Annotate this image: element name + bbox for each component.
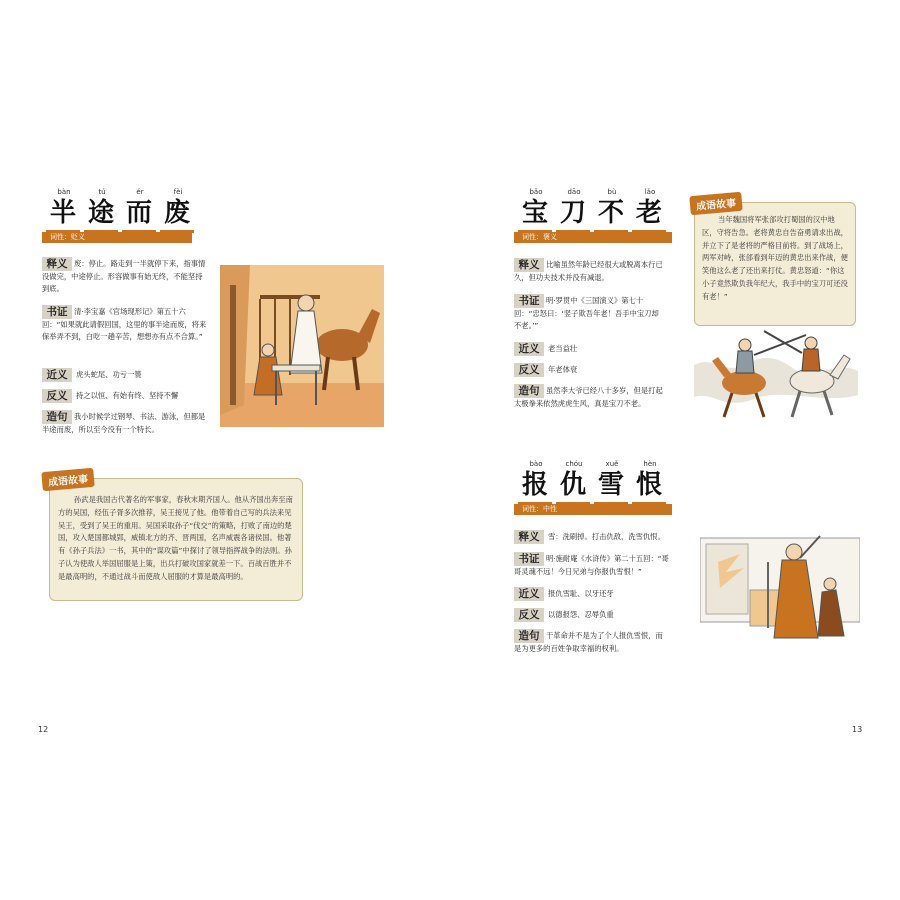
label-zaoju: 造句 xyxy=(514,629,544,643)
shiyi-text: 雪：洗刷掉。打击仇敌，洗雪仇恨。 xyxy=(548,532,665,541)
idiom-char: 恨 xyxy=(632,468,666,505)
idiom-char: 半 xyxy=(46,196,80,233)
cixing-bar: 词性：贬义 xyxy=(42,232,192,243)
story-tag: 成语故事 xyxy=(41,468,94,491)
label-zaoju: 造句 xyxy=(42,410,72,424)
idiom-title xyxy=(518,468,670,505)
story-tag: 成语故事 xyxy=(689,192,742,215)
illustration-battle-scene xyxy=(694,325,858,421)
label-shiyi: 释义 xyxy=(42,257,72,271)
label-shuzheng: 书证 xyxy=(514,552,544,566)
pinyin-1: bàn xyxy=(57,188,71,196)
pinyin-2: tú xyxy=(98,188,106,196)
label-fanyi: 反义 xyxy=(514,363,544,377)
cixing-bar: 词性：褒义 xyxy=(514,232,672,243)
pinyin-1: bǎo xyxy=(529,188,543,196)
idiom-title xyxy=(46,196,198,233)
shiyi-text: 比喻虽然年龄已经很大或脱离本行已久，但功夫技术并没有减退。 xyxy=(514,260,663,282)
idiom-char: 途 xyxy=(84,196,118,233)
idiom-char: 废 xyxy=(160,196,194,233)
label-fanyi: 反义 xyxy=(514,608,544,622)
idiom-char: 而 xyxy=(122,196,156,233)
zaoju-text: 干革命并不是为了个人报仇雪恨，而是为更多的百姓争取幸福的权利。 xyxy=(514,631,663,653)
fanyi-text: 持之以恒、有始有终、坚持不懈 xyxy=(76,391,179,400)
cixing-bar: 词性：中性 xyxy=(514,504,672,515)
shiyi-text: 废：停止。路走到一半就停下来，指事情没做完，中途停止。形容做事有始无终，不能坚持到底。 xyxy=(42,259,206,293)
pinyin-2: dāo xyxy=(567,188,581,196)
pinyin-4: fèi xyxy=(173,188,183,196)
pinyin-1: bào xyxy=(529,460,543,468)
page-number-right: 13 xyxy=(852,725,863,734)
idiom-char: 雪 xyxy=(594,468,628,505)
idiom-char: 仇 xyxy=(556,468,590,505)
zaoju-text: 虽然李大爷已经八十多岁，但是打起太极拳来依然虎虎生风，真是宝刀不老。 xyxy=(514,386,663,408)
jinyi-text: 老当益壮 xyxy=(548,344,578,353)
label-jinyi: 近义 xyxy=(514,342,544,356)
page-number-left: 12 xyxy=(38,725,49,734)
idiom-char: 宝 xyxy=(518,196,552,233)
jinyi-text: 报仇雪耻、以牙还牙 xyxy=(548,589,614,598)
idiom-char: 刀 xyxy=(556,196,590,233)
pinyin-3: bù xyxy=(607,188,617,196)
label-shuzheng: 书证 xyxy=(42,305,72,319)
jinyi-text: 虎头蛇尾、功亏一篑 xyxy=(76,370,142,379)
idiom-char: 老 xyxy=(632,196,666,233)
shuzheng-text: 明·罗贯中《三国演义》第七十回：“忠怒曰：‘竖子欺吾年老！吾手中宝刀却不老。’” xyxy=(514,296,659,330)
label-fanyi: 反义 xyxy=(42,389,72,403)
story-text: 孙武是我国古代著名的军事家，春秋末期齐国人。他从齐国出奔至南方的吴国，经伍子胥多次推荐，吴王接见了他。他带着自己写的兵法来见吴王，受到了吴王的重用。吴国采取孙子“伐交”的策略，打败了南边的楚国，攻入楚国都城郢，威镇北方的齐、晋两国，名声威震各诸侯国。他著有《孙子兵法》一书，其中的“谋攻篇”中探讨了领导指挥战争的法则。孙子认为使敌人举国屈服是上策，出兵打破攻国家就差一下。百战百胜并不是最高明的，不通过战斗而使敌人屈服的才算是最高明的。 xyxy=(58,495,293,581)
label-shiyi: 释义 xyxy=(514,530,544,544)
label-jinyi: 近义 xyxy=(514,587,544,601)
label-zaoju: 造句 xyxy=(514,384,544,398)
pinyin-4: hèn xyxy=(643,460,657,468)
label-shuzheng: 书证 xyxy=(514,294,544,308)
pinyin-2: chóu xyxy=(565,460,583,468)
idiom-title xyxy=(518,196,670,233)
label-jinyi: 近义 xyxy=(42,368,72,382)
shuzheng-text: 清·李宝嘉《官场现形记》第五十六回：“如果就此请假回国，这里的事半途而废，将来保举弄不到，白吃一趟辛苦，想想亦有点不合算。” xyxy=(42,307,207,341)
story-text: 当年魏国将军张郃攻打蜀国的汉中地区，守将告急。老将黄忠自告奋勇请求出战，并立下了是老将的严格目前将。到了战场上，两军对峙，张郃看到年迈的黄忠出来作战，便笑他这么老了还出来打仗。黄忠怒道：“你这小子竟然欺负我年纪大，我手中的宝刀可还没有老！” xyxy=(702,215,848,301)
illustration-horse-scene xyxy=(220,265,384,427)
label-shiyi: 释义 xyxy=(514,258,544,272)
pinyin-3: ér xyxy=(136,188,144,196)
shuzheng-text: 明·施耐庵《水浒传》第二十五回：“哥哥灵魂不远！今日兄弟与你报仇雪恨！” xyxy=(514,554,669,576)
pinyin-4: lǎo xyxy=(644,188,656,196)
fanyi-text: 年老体衰 xyxy=(548,365,578,374)
pinyin-3: xuě xyxy=(605,460,619,468)
idiom-char: 不 xyxy=(594,196,628,233)
idiom-char: 报 xyxy=(518,468,552,505)
fanyi-text: 以德报怨、忍辱负重 xyxy=(548,610,614,619)
zaoju-text: 我小时候学过钢琴、书法、游泳，但都是半途而废，所以至今没有一个特长。 xyxy=(42,412,206,434)
illustration-revenge-scene xyxy=(700,532,860,642)
